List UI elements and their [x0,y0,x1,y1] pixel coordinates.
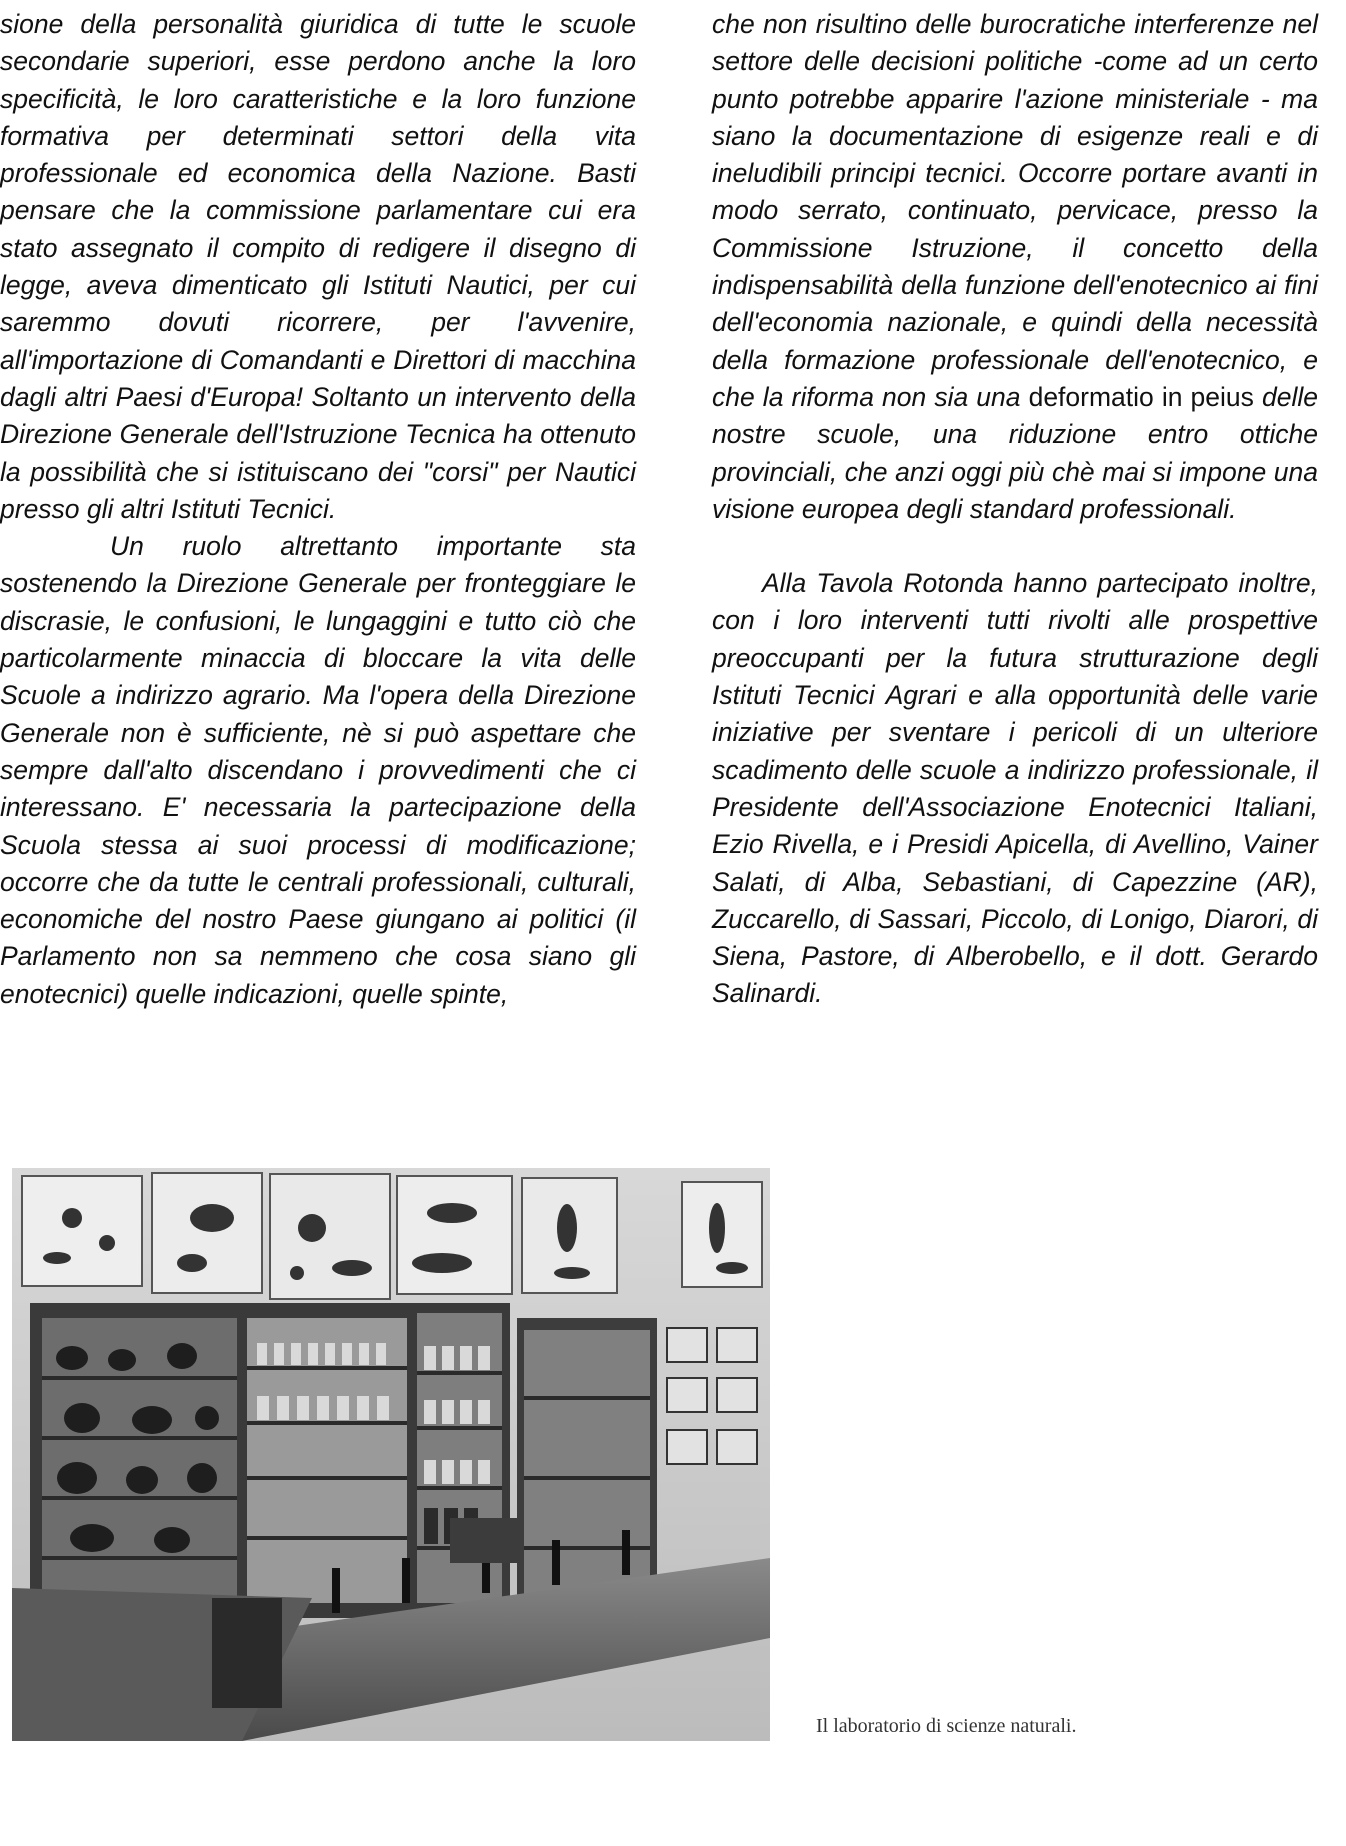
text-column-left [0,6,636,1013]
paragraph [712,6,1318,528]
laboratory-illustration [12,1168,770,1741]
laboratory-photo [12,1168,770,1741]
paragraph: sione della personalità giuridica di tutte le scuole secondarie superiori, esse perdono anche la loro specificità, le loro caratteristiche e la loro funzione formativa per determinati settori della vita professionale ed economica della Nazione. Basti pensare che la commissione parlamentare cui era stato assegnato il compito di redigere il disegno di legge, aveva dimenticato gli Istituti Nautici, per cui saremmo dovuti ricorrere, per l'avvenire, all'importazione di Comandanti e Direttori di macchina dagli altri Paesi d'Europa! Soltanto un intervento della Direzione Generale dell'Istruzione Tecnica ha ottenuto la possibilità che si istituiscano dei "corsi" per Nautici presso gli altri Istituti Tecnici. [0,9,636,524]
paragraph-text: che non risultino delle burocratiche interferenze nel settore delle decisioni politiche -come ad un certo punto potrebbe apparire l'azione ministeriale - ma siano la documentazione di esigenze reali e di ineludibili principi tecnici. Occorre portare avanti in modo serrato, continuato, pervicace, presso la Commissione Istruzione, il concetto della indispensabilità della funzione dell'enotecnico ai fini dell'economia nazionale, e quindi della necessità della formazione professionale dell'enotecnico, e che la riforma non sia una [712,9,1318,412]
paragraph-gap [712,528,1318,565]
paragraph: Un ruolo altrettanto importante sta sostenendo la Direzione Generale per fronteggiare le discrasie, le confusioni, le lungaggini e tutto ciò che particolarmente minaccia di bloccare la vita delle Scuole a indirizzo agrario. Ma l'opera della Direzione Generale non è sufficiente, nè si può aspettare che sempre dall'alto discendano i provvedimenti che ci interessano. E' necessaria la partecipazione della Scuola stessa ai suoi processi di modificazione; occorre che da tutte le centrali professionali, culturali, economiche del nostro Paese giungano ai politici (il Parlamento non sa nemmeno che cosa siano gli enotecnici) quelle indicazioni, quelle spinte, [0,531,636,1009]
paragraph-text: delle nostre scuole, una riduzione entro ottiche provinciali, che anzi oggi più chè mai si impone una visione europea degli standard professionali. [712,381,1318,524]
text-column-right [712,6,1318,1013]
photo-caption: Il laboratorio di scienze naturali. [816,1715,1077,1737]
latin-phrase: deformatio in peius [1028,381,1254,412]
paragraph: Alla Tavola Rotonda hanno partecipato inoltre, con i loro interventi tutti rivolti alle prospettive preoccupanti per la futura strutturazione degli Istituti Tecnici Agrari e alla opportunità delle varie iniziative per sventare i pericoli di un ulteriore scadimento delle scuole a indirizzo professionale, il Presidente dell'Associazione Enotecnici Italiani, Ezio Rivella, e i Presidi Apicella, di Avellino, Vainer Salati, di Alba, Sebastiani, di Capezzine (AR), Zuccarello, di Sassari, Piccolo, di Lonigo, Diarori, di Siena, Pastore, di Alberobello, e il dott. Gerardo Salinardi. [712,568,1318,1009]
